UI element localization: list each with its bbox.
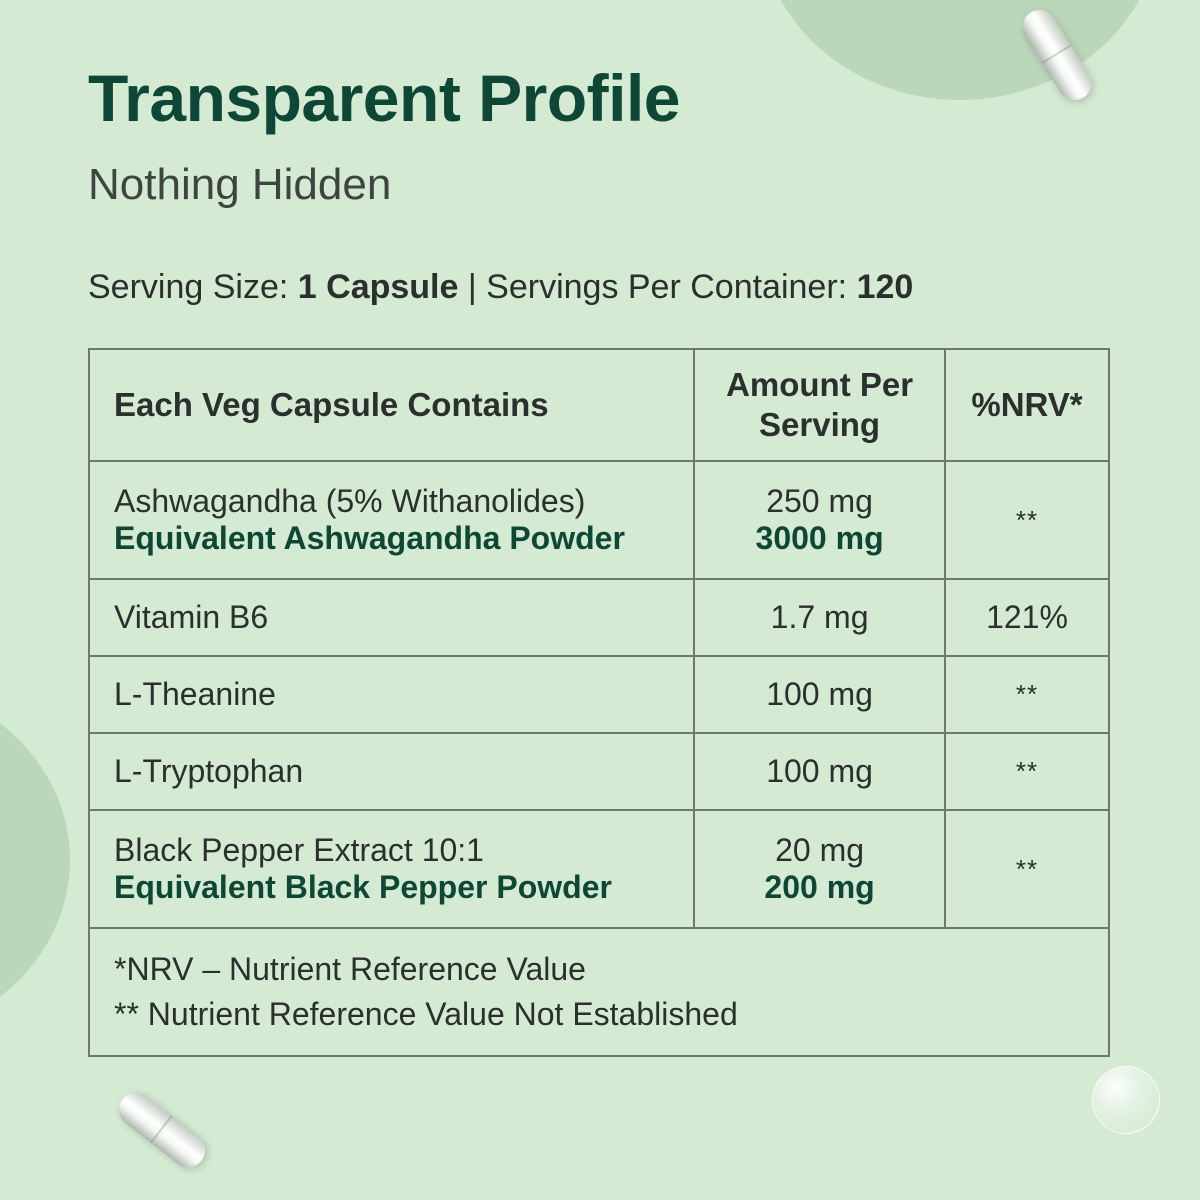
nrv-cell: ** bbox=[945, 733, 1109, 810]
ingredient-equivalent: Equivalent Ashwagandha Powder bbox=[114, 520, 625, 556]
servings-per-container-label: Servings Per Container: bbox=[486, 268, 848, 306]
capsule-icon bbox=[1016, 4, 1098, 107]
table-header-row bbox=[89, 349, 1109, 461]
amount-cell bbox=[694, 810, 945, 928]
table-row bbox=[89, 810, 1109, 928]
nrv-cell: ** bbox=[945, 656, 1109, 733]
page-title: Transparent Profile bbox=[88, 61, 681, 135]
capsule-icon bbox=[112, 1086, 212, 1174]
nrv-cell: 121% bbox=[945, 579, 1109, 656]
bubble-icon bbox=[1092, 1066, 1160, 1134]
ingredient-name: Vitamin B6 bbox=[89, 579, 694, 656]
table-row bbox=[89, 461, 1109, 579]
ingredient-name: L-Theanine bbox=[89, 656, 694, 733]
page-subtitle: Nothing Hidden bbox=[88, 160, 392, 209]
nrv-cell: ** bbox=[945, 810, 1109, 928]
serving-info bbox=[88, 268, 913, 307]
nrv-cell: ** bbox=[945, 461, 1109, 579]
footnote-not-established: ** Nutrient Reference Value Not Established bbox=[114, 996, 738, 1032]
amount-cell bbox=[694, 461, 945, 579]
ingredient-name: Ashwagandha (5% Withanolides) bbox=[114, 483, 586, 519]
serving-separator: | bbox=[467, 268, 477, 306]
amount-value: 100 mg bbox=[694, 656, 945, 733]
ingredient-name: L-Tryptophan bbox=[89, 733, 694, 810]
equivalent-amount-value: 3000 mg bbox=[755, 520, 884, 556]
amount-value: 100 mg bbox=[694, 733, 945, 810]
footnote-nrv: *NRV – Nutrient Reference Value bbox=[114, 951, 586, 988]
background-circle-left bbox=[0, 680, 70, 1040]
servings-per-container-value: 120 bbox=[856, 268, 914, 306]
header-nrv: %NRV* bbox=[945, 349, 1109, 461]
table-row bbox=[89, 733, 1109, 810]
ingredient-cell bbox=[89, 810, 694, 928]
ingredient-cell bbox=[89, 461, 694, 579]
ingredient-name: Black Pepper Extract 10:1 bbox=[114, 832, 484, 868]
serving-size-value: 1 Capsule bbox=[297, 268, 459, 306]
supplement-facts-table bbox=[88, 348, 1110, 1057]
table-row bbox=[89, 579, 1109, 656]
amount-value: 20 mg bbox=[775, 832, 865, 868]
header-ingredient: Each Veg Capsule Contains bbox=[89, 349, 694, 461]
background-circle-top bbox=[760, 0, 1160, 100]
serving-size-label: Serving Size: bbox=[88, 268, 289, 306]
header-amount: Amount Per Serving bbox=[694, 349, 945, 461]
amount-value: 1.7 mg bbox=[694, 579, 945, 656]
amount-value: 250 mg bbox=[766, 483, 873, 519]
equivalent-amount-value: 200 mg bbox=[764, 869, 875, 905]
footnotes-cell bbox=[89, 928, 1109, 1056]
table-row bbox=[89, 656, 1109, 733]
table-footnote-row bbox=[89, 928, 1109, 1056]
ingredient-equivalent: Equivalent Black Pepper Powder bbox=[114, 869, 612, 905]
